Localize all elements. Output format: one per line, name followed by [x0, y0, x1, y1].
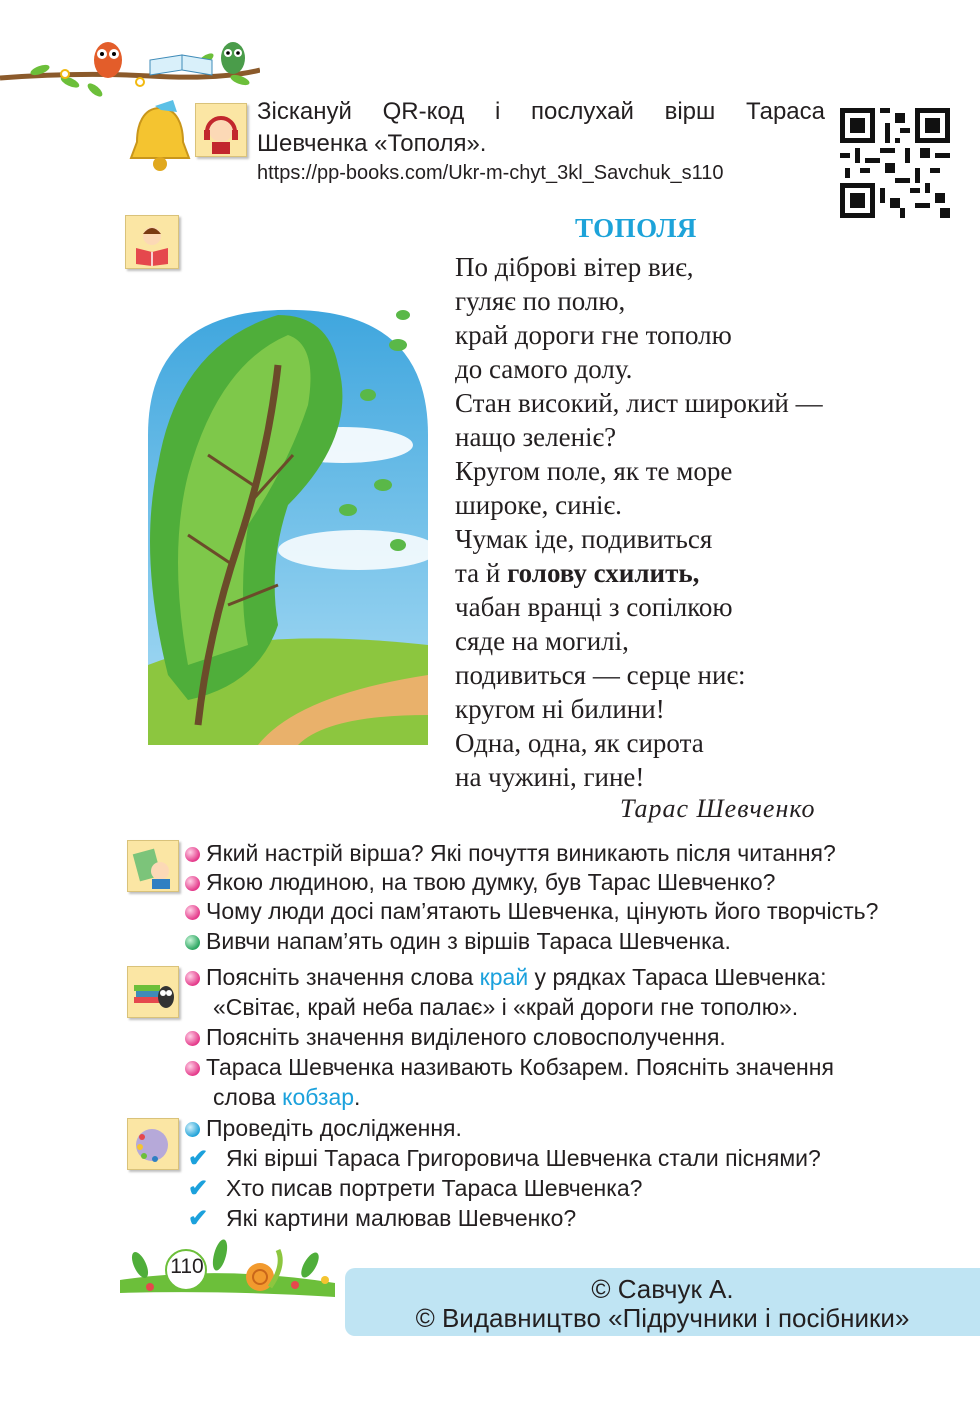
question-item: [185, 867, 775, 897]
poem-line: [455, 556, 823, 590]
check-text: Які картини малював Шевченко?: [226, 1205, 577, 1231]
page-number: 110: [170, 1255, 204, 1278]
bell-icon: [125, 100, 195, 180]
poem-line-start: та й: [455, 558, 508, 588]
poem-title: ТОПОЛЯ: [575, 213, 697, 243]
question-text: слова: [213, 1084, 283, 1110]
poem-line: сяде на могилі,: [455, 626, 629, 656]
owl-red-icon: [94, 42, 122, 78]
pink-bullet-icon: [185, 1031, 200, 1046]
poem-author: Тарас Шевченко: [620, 794, 816, 823]
highlighted-phrase: голову схилить,: [507, 558, 700, 588]
pink-bullet-icon: [185, 905, 200, 920]
qr-code-icon[interactable]: [840, 108, 950, 218]
question-text: Який настрій вірша? Які почуття виникають після читання?: [206, 840, 836, 866]
poem-text: [455, 250, 823, 794]
poem-line: на чужині, гине!: [455, 762, 645, 792]
question-text: Поясніть значення виділеного словосполучення.: [206, 1024, 726, 1050]
keyword-highlight: кобзар: [282, 1084, 355, 1110]
question-text: .: [354, 1084, 361, 1110]
poem-line: кругом ні билини!: [455, 694, 665, 724]
poem-line: Стан високий, лист широкий —: [455, 388, 823, 418]
poem-line: до самого долу.: [455, 354, 633, 384]
checkmark-icon: ✔: [188, 1145, 209, 1172]
open-book-icon: [150, 55, 212, 75]
check-text: Хто писав портрети Тараса Шевченка?: [226, 1175, 643, 1201]
green-bullet-icon: [185, 935, 200, 950]
poem-line: подивиться — серце ниє:: [455, 660, 746, 690]
poplar-tree-illustration: [128, 305, 443, 750]
owl-books-sticker-icon: [127, 966, 179, 1018]
audio-link[interactable]: https://pp-books.com/Ukr-m-chyt_3kl_Savchuk_s110: [257, 162, 724, 184]
question-continuation: «Світає, край неба палає» і «край дороги гне тополю».: [213, 994, 799, 1020]
blue-bullet-icon: [185, 1122, 200, 1137]
copyright-author: © Савчук А.: [591, 1274, 734, 1304]
research-heading: [185, 1113, 462, 1143]
qr-instruction-line1: Зіскануй QR-код і послухай вірш Тараса: [257, 98, 825, 125]
owl-green-icon: [221, 42, 245, 74]
snail-plants-illustration: [120, 1235, 335, 1305]
poem-line: Чумак іде, подивиться: [455, 524, 713, 554]
check-text: Які вірші Тараса Григоровича Шевченка стали піснями?: [226, 1145, 821, 1171]
poem-line: нащо зеленіє?: [455, 422, 617, 452]
question-continuation: [213, 1082, 360, 1112]
question-item: [185, 838, 836, 868]
reading-child-sticker-icon: [125, 215, 179, 269]
question-text: Проведіть дослідження.: [206, 1115, 462, 1141]
question-text: Якою людиною, на твою думку, був Тарас Шевченко?: [206, 869, 776, 895]
poem-line: Кругом поле, як те море: [455, 456, 733, 486]
question-text: у рядках Тараса Шевченка:: [528, 964, 827, 990]
pink-bullet-icon: [185, 876, 200, 891]
question-item: [185, 962, 826, 992]
checkmark-icon: ✔: [188, 1205, 209, 1232]
pink-bullet-icon: [185, 971, 200, 986]
check-item: [188, 1173, 642, 1204]
poem-line: Одна, одна, як сирота: [455, 728, 704, 758]
poem-line: По діброві вітер виє,: [455, 252, 694, 282]
question-item: [185, 896, 878, 926]
pink-bullet-icon: [185, 1061, 200, 1076]
books-sticker-icon: [127, 840, 179, 892]
pink-bullet-icon: [185, 847, 200, 862]
poem-line: гуляє по полю,: [455, 286, 626, 316]
check-item: [188, 1143, 821, 1174]
question-item: [185, 1052, 834, 1082]
poem-line: чабан вранці з сопілкою: [455, 592, 733, 622]
keyword-highlight: край: [479, 964, 529, 990]
question-item: [185, 926, 731, 956]
branch-with-owls-illustration: [0, 30, 260, 110]
copyright-publisher: © Видавництво «Підручники і посібники»: [415, 1303, 910, 1333]
question-text: Чому люди досі пам’ятають Шевченка, цінують його творчість?: [206, 898, 879, 924]
qr-instruction-line2: Шевченка «Тополя».: [257, 130, 487, 157]
question-text: Вивчи напам’ять один з віршів Тараса Шевченка.: [206, 928, 731, 954]
checkmark-icon: ✔: [188, 1175, 209, 1202]
question-text: Тараса Шевченка називають Кобзарем. Поясніть значення: [206, 1054, 834, 1080]
question-item: [185, 1022, 726, 1052]
check-item: [188, 1203, 576, 1234]
palette-sticker-icon: [127, 1118, 179, 1170]
headphones-sticker-icon: [195, 103, 247, 157]
question-text: Поясніть значення слова: [206, 964, 480, 990]
poem-line: край дороги гне тополю: [455, 320, 732, 350]
poem-line: широке, синіє.: [455, 490, 622, 520]
